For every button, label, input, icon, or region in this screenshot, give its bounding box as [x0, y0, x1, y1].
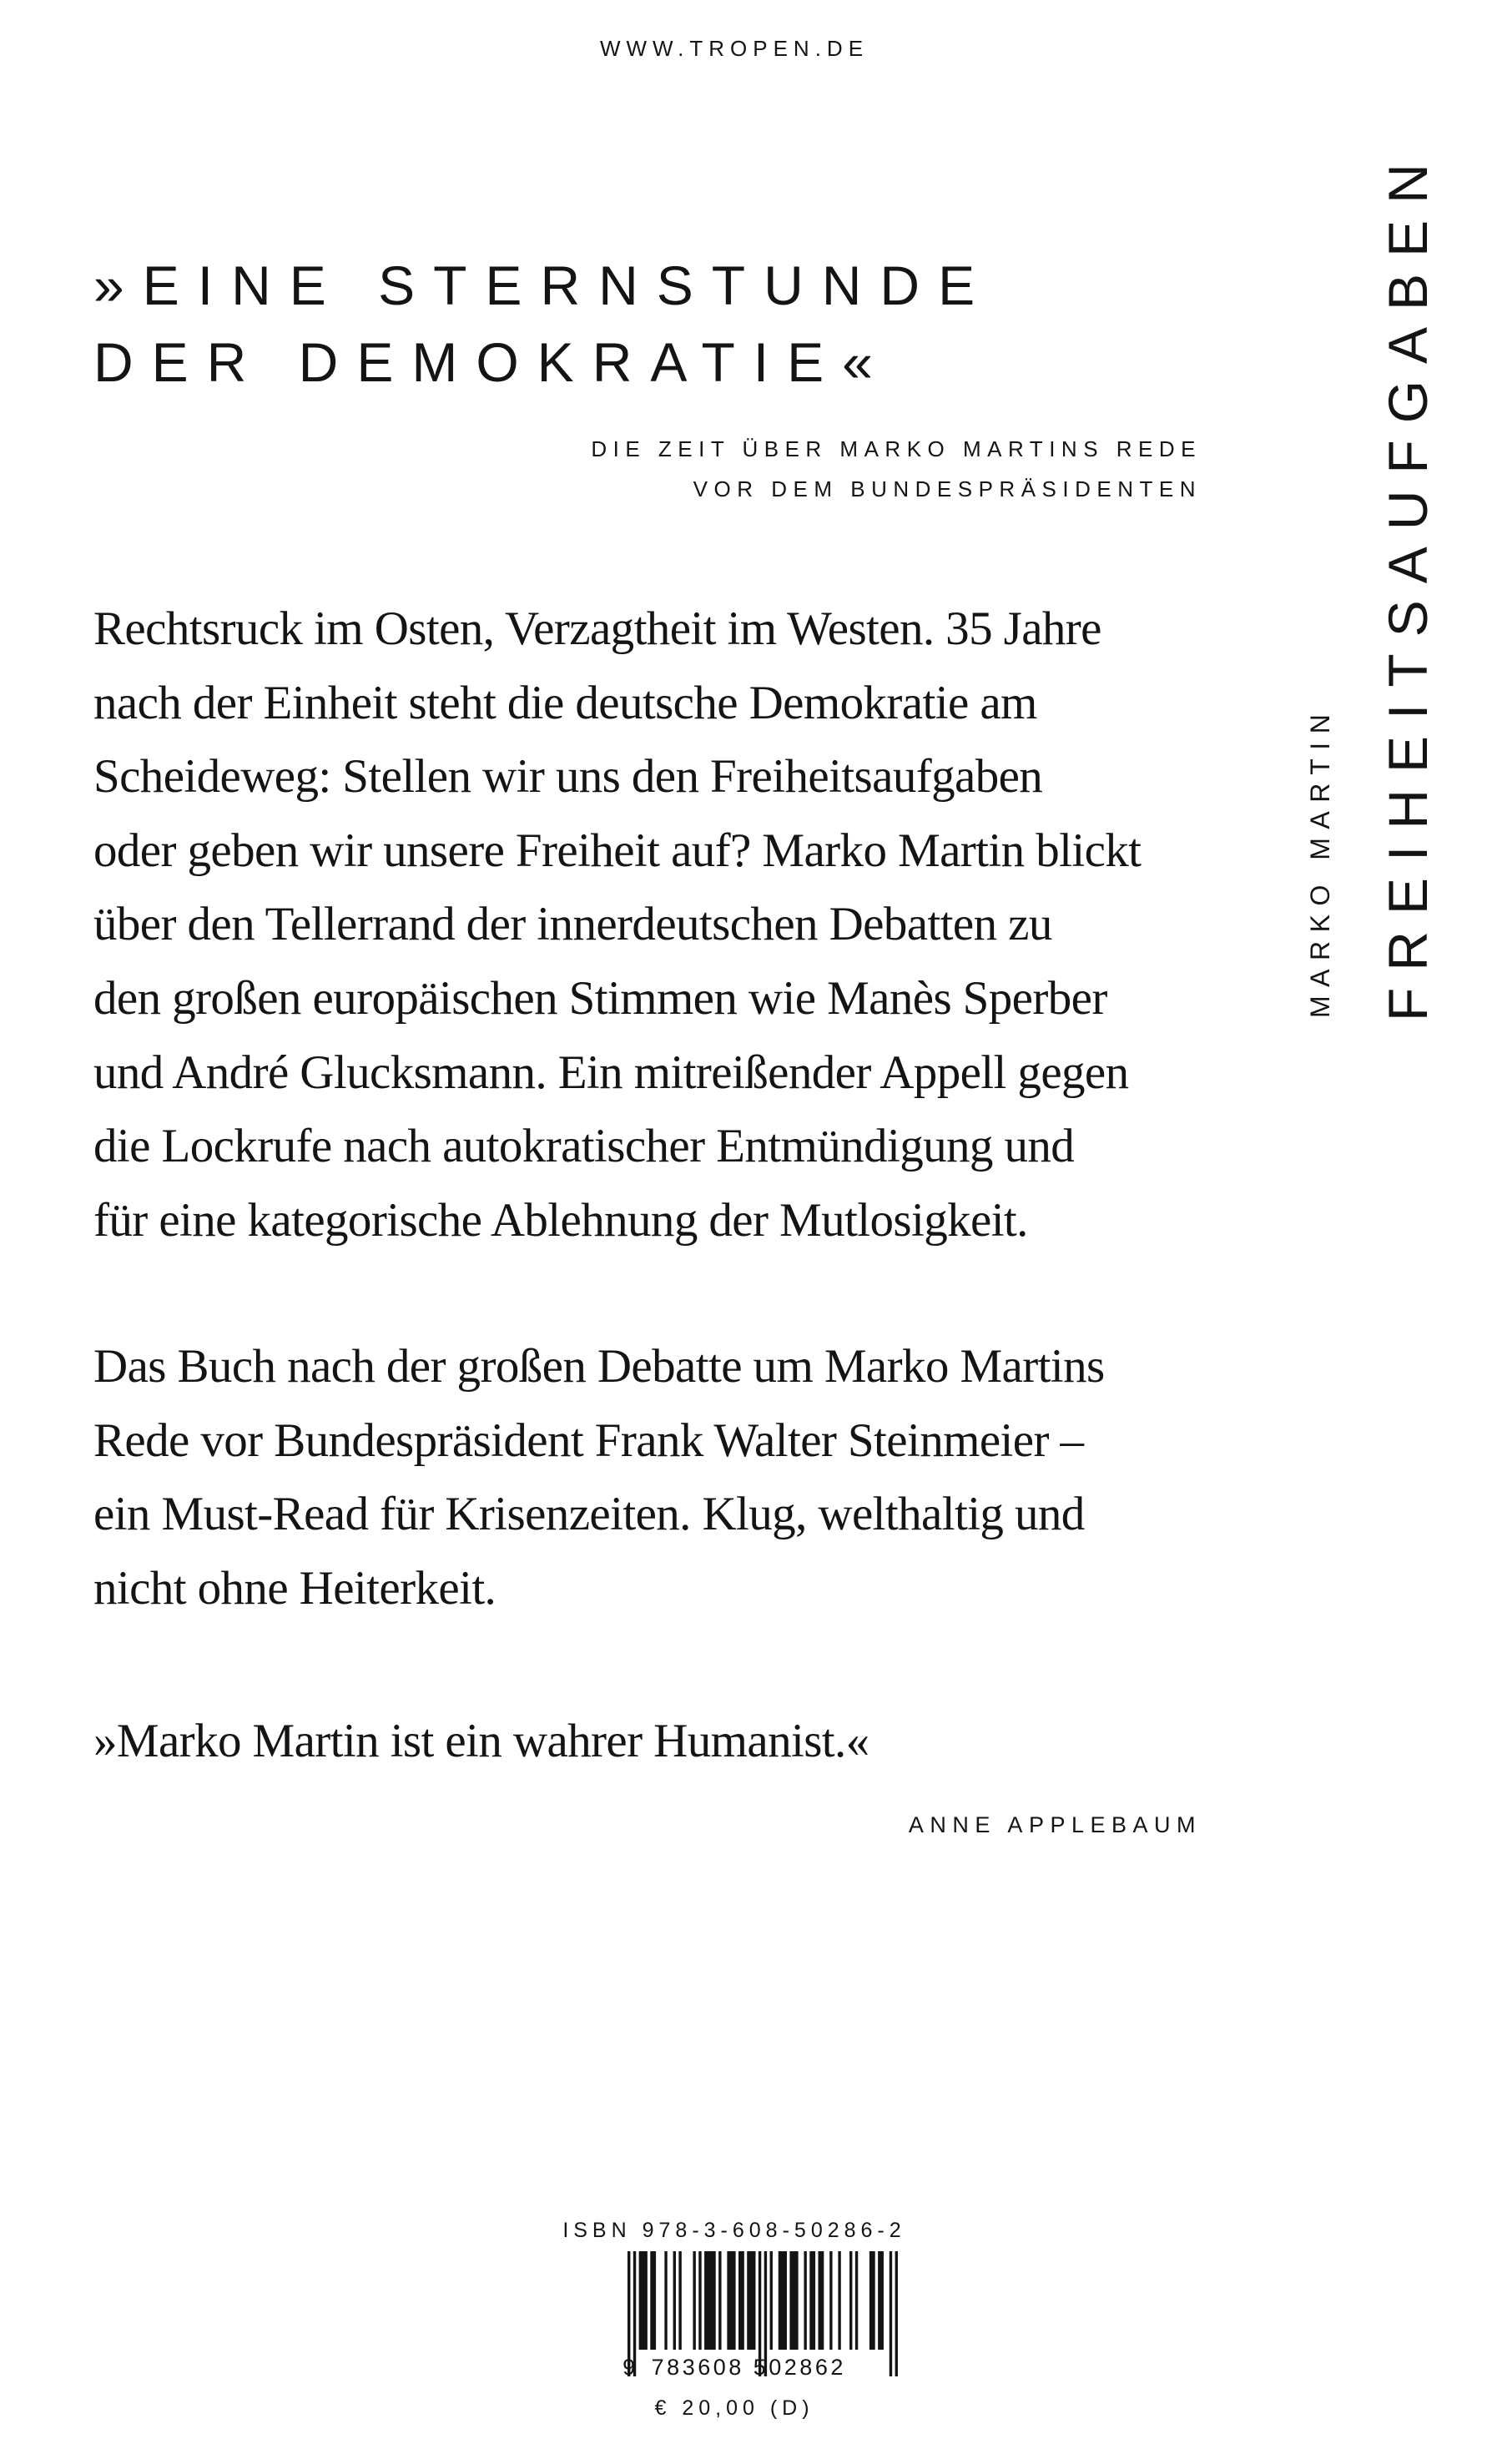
barcode-bar — [727, 2251, 735, 2350]
barcode-bar — [809, 2251, 815, 2350]
barcode-bar — [698, 2251, 701, 2350]
blurb-paragraph-2 — [93, 1330, 1105, 1625]
blurb-line: Das Buch nach der großen Debatte um Marko Martins — [93, 1340, 1105, 1393]
barcode-bar — [678, 2251, 681, 2350]
price: € 20,00 (D) — [654, 2396, 814, 2420]
barcode-bar — [878, 2251, 884, 2350]
blurb-line: den großen europäischen Stimmen wie Manès Sperber — [93, 971, 1107, 1025]
barcode-bar — [779, 2251, 787, 2350]
review-quote-author: ANNE APPLEBAUM — [908, 1812, 1202, 1837]
blurb-line: nicht ohne Heiterkeit. — [93, 1561, 496, 1615]
blurb-line: und André Glucksmann. Ein mitreißender Appell gegen — [93, 1046, 1129, 1099]
blurb-line: Rede vor Bundespräsident Frank Walter Steinmeier – — [93, 1413, 1084, 1467]
barcode-bar — [849, 2251, 852, 2350]
barcode-bar — [829, 2251, 832, 2350]
headline-line-1: »EINE STERNSTUNDE — [93, 254, 994, 316]
blurb-paragraph-1 — [93, 592, 1141, 1257]
blurb-line: Rechtsruck im Osten, Verzagtheit im Westen. 35 Jahre — [93, 602, 1101, 655]
barcode-bar — [770, 2251, 773, 2350]
attribution-line-2: VOR DEM BUNDESPRÄSIDENTEN — [693, 476, 1202, 501]
barcode-digits — [0, 2353, 1469, 2381]
blurb-line: ein Must-Read für Krisenzeiten. Klug, welthaltig und — [93, 1488, 1085, 1541]
barcode-bar — [673, 2251, 676, 2350]
barcode-bar — [704, 2251, 716, 2350]
blurb-line: für eine kategorische Ablehnung der Mutlosigkeit. — [93, 1193, 1028, 1247]
review-quote-text: »Marko Martin ist ein wahrer Humanist.« — [93, 1715, 869, 1767]
headline-attribution — [591, 429, 1202, 509]
headline-line-2: DER DEMOKRATIE« — [93, 331, 891, 393]
blurb-line: oder geben wir unsere Freiheit auf? Marko Martin blickt — [93, 824, 1142, 877]
spine-title-text: FREIHEITSAUFGABEN — [1377, 147, 1439, 1021]
blurb-line: nach der Einheit steht die deutsche Demokratie am — [93, 676, 1037, 729]
blurb-line: die Lockrufe nach autokratischer Entmündigung und — [93, 1120, 1075, 1173]
spine-author — [1282, 83, 1345, 1018]
blurb-line: Scheideweg: Stellen wir uns den Freiheitsaufgaben — [93, 750, 1043, 804]
barcode-bar — [838, 2251, 840, 2350]
isbn-number: ISBN 978-3-608-50286-2 — [562, 2219, 906, 2242]
barcode-bar — [639, 2251, 648, 2350]
barcode-bar — [664, 2251, 667, 2350]
barcode-bar — [855, 2251, 858, 2350]
publisher-website: WWW.TROPEN.DE — [599, 36, 869, 61]
barcode-bar — [789, 2251, 798, 2350]
headline-quote — [93, 247, 993, 401]
barcode-remaining-digits: 783608 502862 — [651, 2355, 846, 2380]
barcode-bar — [747, 2251, 755, 2350]
barcode-bar — [650, 2251, 656, 2350]
blurb-line: über den Tellerrand der innerdeutschen Debatten zu — [93, 898, 1052, 951]
review-quote — [93, 1705, 869, 1779]
barcode-bar — [819, 2251, 824, 2350]
attribution-line-1: DIE ZEIT ÜBER MARKO MARTINS REDE — [591, 436, 1202, 461]
spine-author-text: MARKO MARTIN — [1305, 705, 1335, 1018]
barcode-bar — [718, 2251, 721, 2350]
spine-title — [1347, 80, 1447, 1023]
barcode-first-digit: 9 — [622, 2355, 638, 2380]
barcode-bar — [869, 2251, 875, 2350]
barcode-bar — [738, 2251, 744, 2350]
barcode-bar — [693, 2251, 695, 2350]
barcode-bar — [804, 2251, 806, 2350]
